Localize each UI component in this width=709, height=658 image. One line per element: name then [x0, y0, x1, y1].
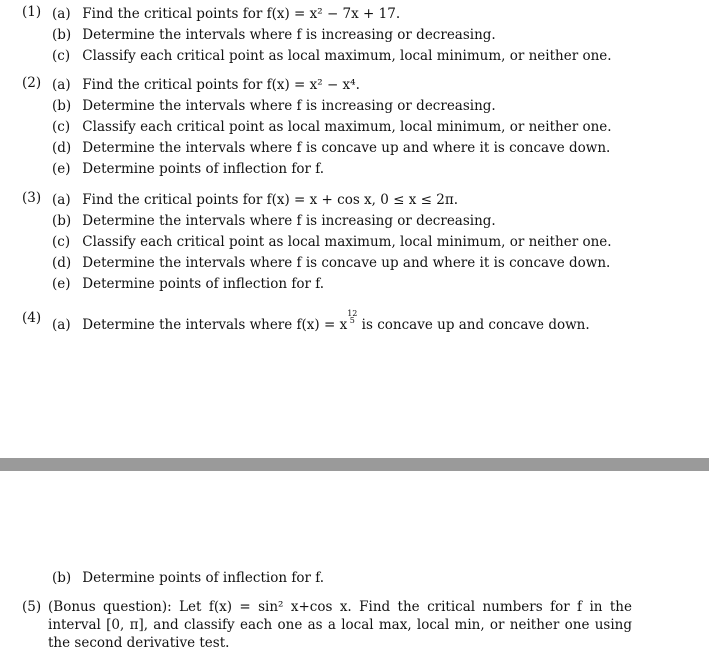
- problem-part: [52, 4, 400, 24]
- part-text-before: Determine the intervals where f(x) = x: [82, 317, 348, 333]
- problem-part: [52, 274, 324, 294]
- problem-part: [52, 211, 496, 231]
- part-text: Find the critical points for f(x) = x² − x⁴.: [82, 77, 360, 93]
- problem-part: [52, 159, 324, 179]
- part-text: Determine points of inflection for f.: [82, 276, 325, 292]
- problem-number: (3): [22, 190, 42, 206]
- problem-part: [52, 190, 458, 210]
- part-label: (c): [52, 119, 71, 135]
- part-label: (e): [52, 161, 71, 177]
- part-text: Determine the intervals where f is concave up and where it is concave down.: [82, 140, 611, 156]
- exponent-numerator: 12: [347, 309, 358, 318]
- problem-part: [52, 253, 610, 273]
- part-text: Classify each critical point as local maximum, local minimum, or neither one.: [82, 234, 612, 250]
- problem-part: [52, 25, 496, 45]
- part-label: (b): [52, 98, 72, 114]
- bonus-text: (Bonus question): Let f(x) = sin² x+cos x. Find the critical numbers for f in the interval [0, π], and classify each one as a local max, local min, or neither one using the second derivative test.: [48, 599, 632, 651]
- part-label: (e): [52, 276, 71, 292]
- part-text: Classify each critical point as local maximum, local minimum, or neither one.: [82, 119, 612, 135]
- part-text: Find the critical points for f(x) = x² − 7x + 17.: [82, 6, 401, 22]
- part-text: Find the critical points for f(x) = x + cos x, 0 ≤ x ≤ 2π.: [82, 192, 458, 208]
- part-label: (d): [52, 140, 72, 156]
- problem-part: [52, 46, 612, 66]
- problem-number: (1): [22, 4, 42, 20]
- exponent-fraction: [347, 310, 357, 324]
- problem-part: [52, 75, 360, 95]
- problem-part: [52, 96, 496, 116]
- problem-part: [52, 138, 610, 158]
- problem-number: (2): [22, 75, 42, 91]
- part-label: (a): [52, 77, 71, 93]
- part-label: (c): [52, 48, 71, 64]
- problem-part: [52, 117, 612, 137]
- part-label: (a): [52, 6, 71, 22]
- page-divider: [0, 458, 709, 471]
- part-text-after: is concave up and concave down.: [357, 317, 590, 333]
- part-label: (b): [52, 27, 72, 43]
- problem-part: [52, 310, 590, 335]
- part-label: (b): [52, 570, 72, 586]
- part-text: Determine the intervals where f is increasing or decreasing.: [82, 27, 496, 43]
- problem-part: [52, 568, 324, 588]
- part-label: (b): [52, 213, 72, 229]
- part-label: (a): [52, 317, 71, 333]
- exponent-denominator: 5: [349, 316, 355, 325]
- problem-5-bonus: [22, 598, 632, 652]
- part-text: Classify each critical point as local maximum, local minimum, or neither one.: [82, 48, 612, 64]
- part-text: Determine the intervals where f is increasing or decreasing.: [82, 98, 496, 114]
- problem-number: (4): [22, 310, 42, 326]
- part-text: Determine the intervals where f is concave up and where it is concave down.: [82, 255, 611, 271]
- part-text: Determine the intervals where f is increasing or decreasing.: [82, 213, 496, 229]
- part-label: (d): [52, 255, 72, 271]
- problem-part: [52, 232, 612, 252]
- part-text: Determine points of inflection for f.: [82, 161, 325, 177]
- problem-number: (5): [22, 599, 42, 615]
- part-label: (c): [52, 234, 71, 250]
- part-text: Determine points of inflection for f.: [82, 570, 325, 586]
- part-label: (a): [52, 192, 71, 208]
